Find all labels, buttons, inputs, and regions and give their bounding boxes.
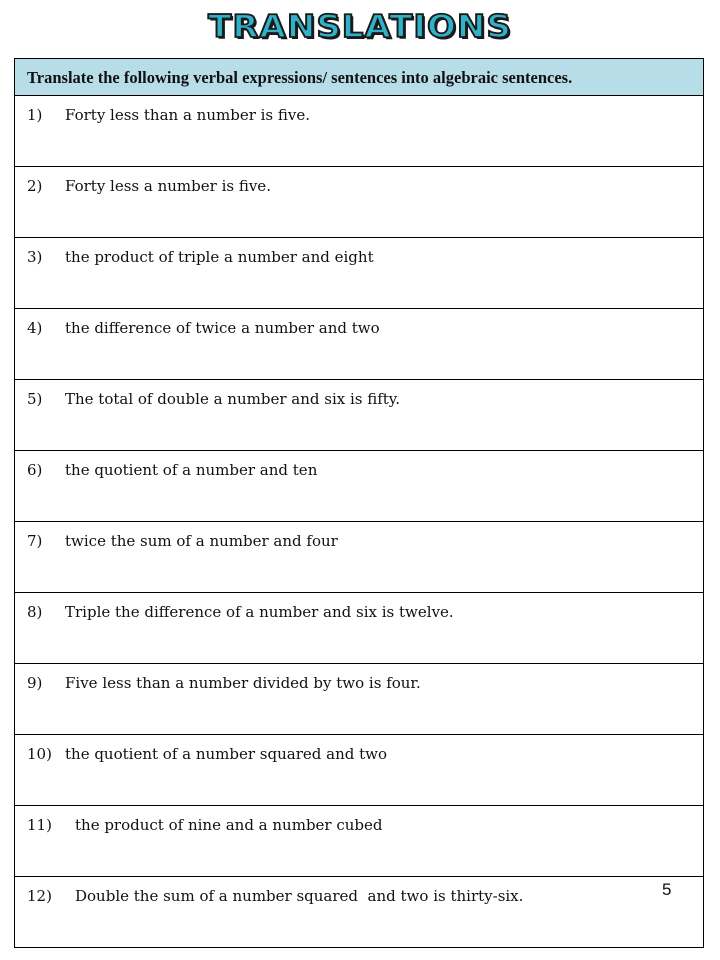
item-cell-12[interactable] xyxy=(15,877,704,948)
item-line xyxy=(27,461,317,479)
item-cell-1[interactable] xyxy=(15,96,704,167)
item-line xyxy=(27,390,400,408)
table-row xyxy=(15,877,704,948)
table-row xyxy=(15,806,704,877)
item-text: Double the sum of a number squared and two is thirty-six. xyxy=(75,887,524,905)
item-text: the product of triple a number and eight xyxy=(65,248,374,266)
item-number: 4) xyxy=(27,319,43,337)
item-cell-6[interactable] xyxy=(15,451,704,522)
table-row xyxy=(15,96,704,167)
item-text: the quotient of a number squared and two xyxy=(65,745,388,763)
item-text: the product of nine and a number cubed xyxy=(75,816,383,834)
item-text: the quotient of a number and ten xyxy=(65,461,318,479)
table-row xyxy=(15,735,704,806)
table-row xyxy=(15,309,704,380)
item-number: 8) xyxy=(27,603,43,621)
worksheet-title xyxy=(0,4,720,50)
item-cell-10[interactable] xyxy=(15,735,704,806)
item-text: Five less than a number divided by two is four. xyxy=(65,674,421,692)
item-line xyxy=(27,674,421,692)
item-line xyxy=(27,532,338,550)
header-row xyxy=(15,59,704,96)
item-text: the difference of twice a number and two xyxy=(65,319,380,337)
item-number: 7) xyxy=(27,532,43,550)
table-row xyxy=(15,167,704,238)
item-number: 1) xyxy=(27,106,43,124)
item-number: 11) xyxy=(27,816,52,834)
item-line xyxy=(27,603,454,621)
item-text: twice the sum of a number and four xyxy=(65,532,338,550)
table-row xyxy=(15,238,704,309)
item-line xyxy=(27,745,387,763)
translations-table xyxy=(14,58,704,948)
instructions-text: Translate the following verbal expressions/ sentences into algebraic sentences. xyxy=(27,68,573,87)
table-row xyxy=(15,380,704,451)
item-cell-9[interactable] xyxy=(15,664,704,735)
table-row xyxy=(15,522,704,593)
item-cell-2[interactable] xyxy=(15,167,704,238)
item-number: 2) xyxy=(27,177,43,195)
item-cell-7[interactable] xyxy=(15,522,704,593)
item-number: 6) xyxy=(27,461,43,479)
item-number: 10) xyxy=(27,745,52,763)
item-cell-8[interactable] xyxy=(15,593,704,664)
item-number: 5) xyxy=(27,390,43,408)
item-line xyxy=(27,887,523,905)
item-number: 3) xyxy=(27,248,43,266)
title-text: TRANSLATIONS xyxy=(208,8,512,46)
item-line xyxy=(27,319,380,337)
item-text: Triple the difference of a number and six is twelve. xyxy=(65,603,454,621)
table-row xyxy=(15,451,704,522)
item-cell-5[interactable] xyxy=(15,380,704,451)
item-text: Forty less a number is five. xyxy=(65,177,271,195)
item-text: The total of double a number and six is fifty. xyxy=(65,390,401,408)
item-number: 12) xyxy=(27,887,52,905)
item-line xyxy=(27,248,374,266)
page-number: 5 xyxy=(662,880,672,899)
item-line xyxy=(27,106,310,124)
table-row xyxy=(15,664,704,735)
table-row xyxy=(15,593,704,664)
item-line xyxy=(27,816,383,834)
item-cell-4[interactable] xyxy=(15,309,704,380)
item-cell-11[interactable] xyxy=(15,806,704,877)
item-text: Forty less than a number is five. xyxy=(65,106,311,124)
item-line xyxy=(27,177,271,195)
instructions-cell xyxy=(15,59,704,96)
item-number: 9) xyxy=(27,674,43,692)
item-cell-3[interactable] xyxy=(15,238,704,309)
